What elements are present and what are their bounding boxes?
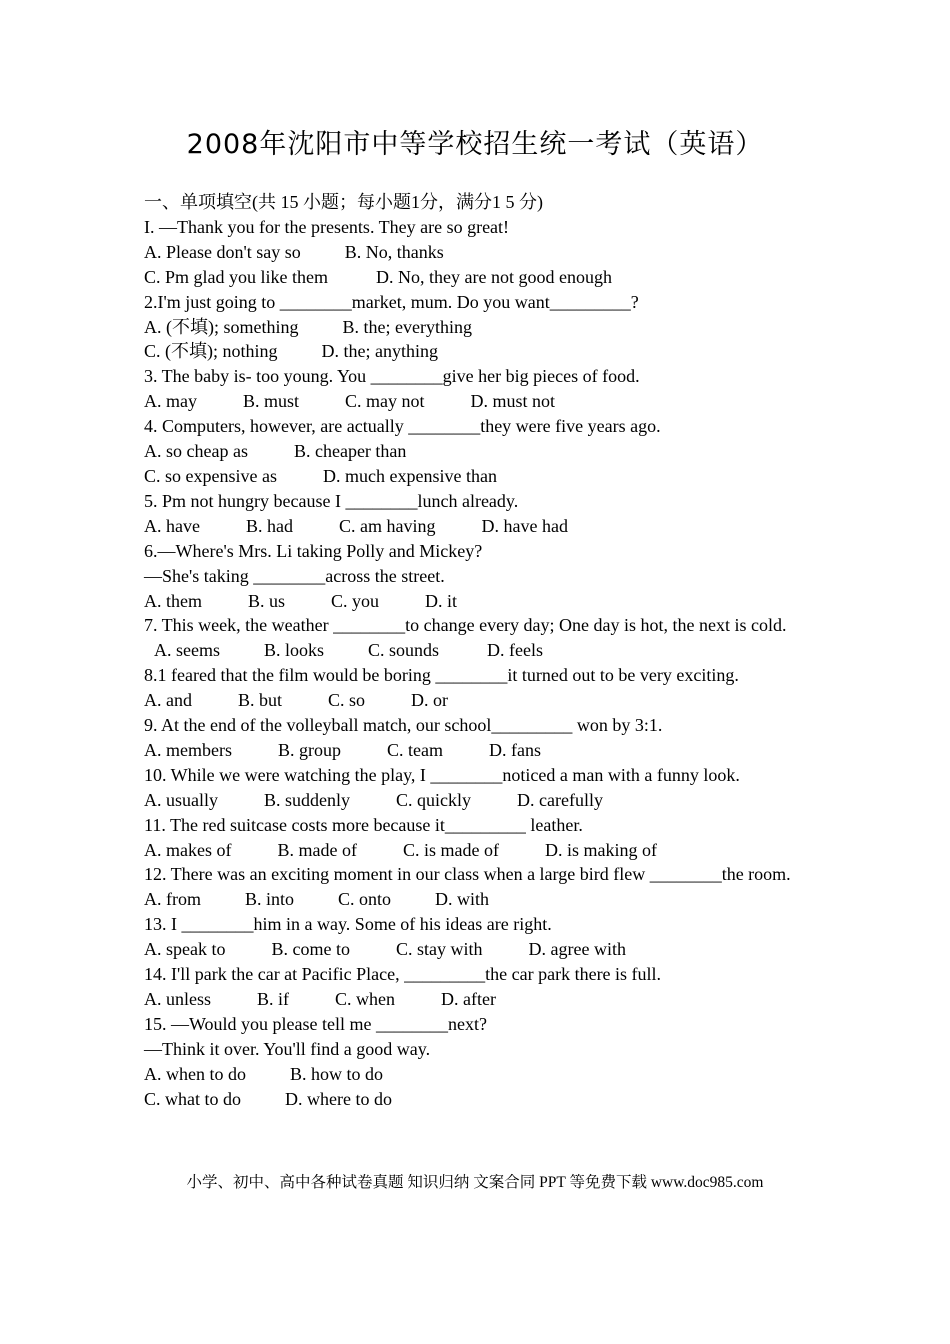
- question-stem: 7. This week, the weather ________to change every day; One day is hot, the next is cold.: [144, 615, 787, 636]
- option: D. must not: [470, 391, 556, 412]
- option: A. seems: [154, 640, 220, 661]
- question-stem: 9. At the end of the volleyball match, our school_________ won by 3:1.: [144, 715, 663, 736]
- question-section: [144, 190, 806, 1112]
- option: D. have had: [481, 515, 568, 536]
- option: C. team: [386, 739, 443, 760]
- question-stem: —She's taking ________across the street.: [144, 565, 445, 586]
- option: C. when: [335, 989, 396, 1009]
- question-stem: 6.—Where's Mrs. Li taking Polly and Mickey?: [144, 540, 483, 561]
- option: B. group: [277, 739, 341, 760]
- options-row: [144, 1087, 806, 1112]
- option: A. unless: [144, 989, 211, 1009]
- option: B. but: [238, 690, 283, 711]
- question-stem: I. —Thank you for the presents. They are so great!: [144, 216, 510, 237]
- option: D. fans: [488, 739, 541, 760]
- options-row: [144, 688, 806, 713]
- option: B. if: [257, 989, 290, 1009]
- option: A. members: [144, 739, 232, 760]
- option: A. from: [144, 889, 201, 910]
- option: C. quickly: [396, 789, 472, 810]
- option: D. is making of: [544, 839, 657, 860]
- question-stem: 11. The red suitcase costs more because it_________ leather.: [144, 814, 583, 835]
- option: A. when to do: [144, 1063, 246, 1084]
- option: A. (不填); something: [144, 316, 299, 337]
- option: C. Pm glad you like them: [144, 266, 328, 287]
- question-stem: 2.I'm just going to ________market, mum. Do you want_________?: [144, 291, 639, 312]
- option: D. or: [411, 690, 449, 711]
- option: C. is made of: [402, 839, 499, 860]
- options-row: [144, 937, 806, 962]
- option: B. suddenly: [264, 789, 351, 810]
- option: B. had: [245, 515, 293, 536]
- options-row: [144, 240, 806, 265]
- option: A. them: [144, 590, 202, 611]
- options-row: [144, 1062, 806, 1087]
- options-row: [144, 464, 806, 489]
- question-stem: 13. I ________him in a way. Some of his ideas are right.: [144, 914, 552, 935]
- option: B. made of: [277, 839, 357, 860]
- question-stem: 4. Computers, however, are actually ________they were five years ago.: [144, 416, 661, 437]
- question-stem: 3. The baby is- too young. You ________give her big pieces of food.: [144, 366, 640, 387]
- option: B. No, thanks: [344, 241, 444, 262]
- question-stem: 15. —Would you please tell me ________next?: [144, 1013, 487, 1034]
- options-row: [144, 887, 806, 912]
- question-stem: —Think it over. You'll find a good way.: [144, 1038, 431, 1059]
- option: D. feels: [487, 640, 544, 661]
- option: C. am having: [338, 515, 436, 536]
- option: B. how to do: [290, 1063, 384, 1084]
- option: C. (不填); nothing: [144, 341, 278, 362]
- option: A. have: [144, 515, 200, 536]
- options-row: [144, 838, 806, 863]
- option: A. Please don't say so: [144, 241, 301, 262]
- option: D. after: [441, 989, 496, 1009]
- option: D. it: [425, 590, 458, 611]
- option: A. and: [144, 690, 192, 711]
- option: B. looks: [264, 640, 325, 661]
- option: A. usually: [144, 789, 218, 810]
- page-title: 2008年沈阳市中等学校招生统一考试（英语）: [186, 129, 764, 160]
- option: B. come to: [271, 939, 350, 960]
- option: A. speak to: [144, 939, 226, 960]
- option: C. sounds: [368, 640, 440, 661]
- question-stem: 14. I'll park the car at Pacific Place, _________the car park there is full.: [144, 964, 662, 985]
- options-row: [144, 987, 806, 1012]
- options-row: [144, 788, 806, 813]
- option: B. cheaper than: [293, 441, 407, 462]
- options-row: [144, 389, 806, 414]
- option: A. may: [144, 391, 197, 412]
- option: B. the; everything: [342, 316, 472, 337]
- option: D. carefully: [517, 789, 603, 810]
- options-row: [144, 339, 806, 364]
- options-row: [144, 439, 806, 464]
- page-footer: 小学、初中、高中各种试卷真题 知识归纳 文案合同 PPT 等免费下载 www.doc985.com: [186, 1174, 764, 1191]
- option: D. with: [435, 889, 490, 910]
- option: A. so cheap as: [144, 441, 248, 462]
- option: C. you: [331, 590, 380, 611]
- options-row: [144, 265, 806, 290]
- option: B. us: [248, 590, 286, 611]
- option: D. agree with: [528, 939, 626, 960]
- options-row: [144, 638, 806, 663]
- option: D. where to do: [285, 1088, 392, 1109]
- option: B. must: [243, 391, 300, 412]
- option: A. makes of: [144, 839, 232, 860]
- option: C. may not: [345, 391, 425, 412]
- option: D. much expensive than: [322, 465, 497, 486]
- options-row: [144, 514, 806, 539]
- options-row: [144, 738, 806, 763]
- option: B. into: [245, 889, 295, 910]
- option: C. onto: [338, 889, 392, 910]
- question-stem: 8.1 feared that the film would be boring ________it turned out to be very exciting.: [144, 665, 739, 686]
- option: C. what to do: [144, 1088, 241, 1109]
- question-stem: 5. Pm not hungry because I ________lunch already.: [144, 490, 519, 511]
- option: C. so expensive as: [144, 465, 277, 486]
- option: D. the; anything: [321, 341, 438, 362]
- option: D. No, they are not good enough: [376, 266, 612, 287]
- options-row: [144, 315, 806, 340]
- option: C. so: [328, 690, 366, 711]
- section-heading: 一、单项填空(共 15 小题；每小题1分，满分1 5 分): [144, 192, 543, 212]
- options-row: [144, 589, 806, 614]
- option: C. stay with: [395, 939, 483, 960]
- question-stem: 10. While we were watching the play, I ________noticed a man with a funny look.: [144, 764, 740, 785]
- question-stem: 12. There was an exciting moment in our class when a large bird flew ________the room.: [144, 864, 791, 885]
